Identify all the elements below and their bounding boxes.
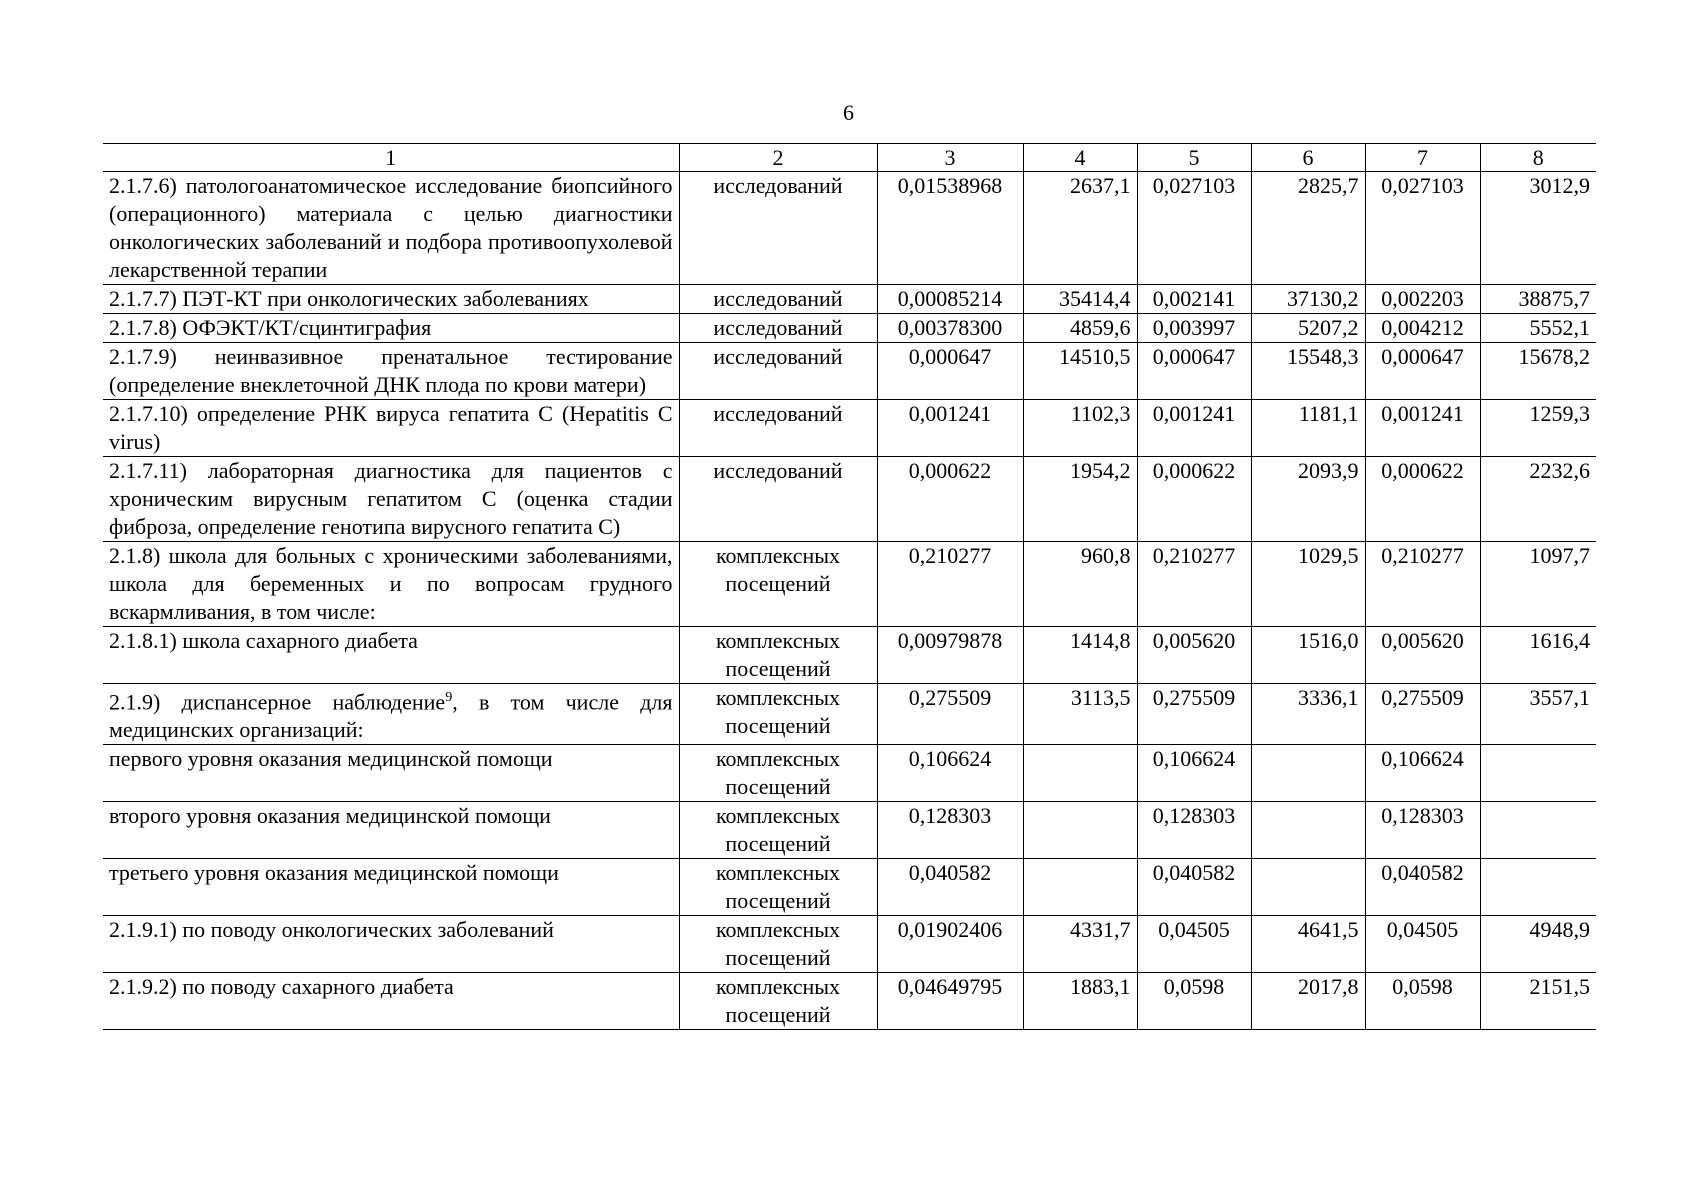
row-label bbox=[103, 684, 679, 745]
row-label: 2.1.7.8) ОФЭКТ/КТ/сцинтиграфия bbox=[103, 314, 679, 343]
column-header: 4 bbox=[1023, 144, 1137, 172]
value-cell-c6 bbox=[1251, 802, 1365, 859]
unit-cell: комплексных посещений bbox=[679, 859, 877, 916]
value-cell-c7: 0,210277 bbox=[1365, 542, 1480, 627]
page-number: 6 bbox=[843, 100, 854, 125]
value-cell-c3: 0,210277 bbox=[877, 542, 1023, 627]
value-cell-c5: 0,040582 bbox=[1137, 859, 1251, 916]
row-label: 2.1.9.2) по поводу сахарного диабета bbox=[103, 973, 679, 1030]
table-row bbox=[103, 457, 1596, 542]
table-row bbox=[103, 916, 1596, 973]
value-cell-c3: 0,001241 bbox=[877, 400, 1023, 457]
value-cell-c7: 0,275509 bbox=[1365, 684, 1480, 745]
value-cell-c4: 4859,6 bbox=[1023, 314, 1137, 343]
row-label: 2.1.7.10) определение РНК вируса гепатита С (Hepatitis C virus) bbox=[103, 400, 679, 457]
value-cell-c4: 4331,7 bbox=[1023, 916, 1137, 973]
column-header: 5 bbox=[1137, 144, 1251, 172]
value-cell-c5: 0,000622 bbox=[1137, 457, 1251, 542]
table-row bbox=[103, 542, 1596, 627]
value-cell-c6: 37130,2 bbox=[1251, 285, 1365, 314]
value-cell-c5: 0,210277 bbox=[1137, 542, 1251, 627]
column-header: 7 bbox=[1365, 144, 1480, 172]
unit-cell: исследований bbox=[679, 400, 877, 457]
unit-cell: исследований bbox=[679, 457, 877, 542]
value-cell-c4 bbox=[1023, 745, 1137, 802]
value-cell-c7: 0,004212 bbox=[1365, 314, 1480, 343]
unit-cell: исследований bbox=[679, 172, 877, 285]
unit-cell: комплексных посещений bbox=[679, 627, 877, 684]
unit-cell: исследований bbox=[679, 343, 877, 400]
value-cell-c4: 960,8 bbox=[1023, 542, 1137, 627]
column-header: 6 bbox=[1251, 144, 1365, 172]
value-cell-c5: 0,128303 bbox=[1137, 802, 1251, 859]
value-cell-c7: 0,106624 bbox=[1365, 745, 1480, 802]
value-cell-c8: 3012,9 bbox=[1480, 172, 1596, 285]
value-cell-c4: 3113,5 bbox=[1023, 684, 1137, 745]
table-row bbox=[103, 859, 1596, 916]
value-cell-c7: 0,0598 bbox=[1365, 973, 1480, 1030]
value-cell-c3: 0,000647 bbox=[877, 343, 1023, 400]
value-cell-c6: 1029,5 bbox=[1251, 542, 1365, 627]
value-cell-c5: 0,027103 bbox=[1137, 172, 1251, 285]
value-cell-c7: 0,128303 bbox=[1365, 802, 1480, 859]
unit-cell: комплексных посещений bbox=[679, 973, 877, 1030]
value-cell-c8: 2232,6 bbox=[1480, 457, 1596, 542]
value-cell-c6 bbox=[1251, 859, 1365, 916]
value-cell-c8: 2151,5 bbox=[1480, 973, 1596, 1030]
row-label-text: 2.1.9) диспансерное наблюдение bbox=[109, 689, 446, 715]
table-row bbox=[103, 400, 1596, 457]
value-cell-c6: 2825,7 bbox=[1251, 172, 1365, 285]
footnote-ref: 9 bbox=[445, 690, 453, 705]
value-cell-c3: 0,000622 bbox=[877, 457, 1023, 542]
value-cell-c4: 2637,1 bbox=[1023, 172, 1137, 285]
value-cell-c4 bbox=[1023, 859, 1137, 916]
value-cell-c7: 0,005620 bbox=[1365, 627, 1480, 684]
value-cell-c3: 0,00085214 bbox=[877, 285, 1023, 314]
table-row bbox=[103, 973, 1596, 1030]
row-label: 2.1.8.1) школа сахарного диабета bbox=[103, 627, 679, 684]
value-cell-c4 bbox=[1023, 802, 1137, 859]
value-cell-c5: 0,005620 bbox=[1137, 627, 1251, 684]
table-row bbox=[103, 314, 1596, 343]
value-cell-c5: 0,002141 bbox=[1137, 285, 1251, 314]
unit-cell: исследований bbox=[679, 285, 877, 314]
value-cell-c7: 0,000622 bbox=[1365, 457, 1480, 542]
value-cell-c7: 0,000647 bbox=[1365, 343, 1480, 400]
row-label: первого уровня оказания медицинской помощи bbox=[103, 745, 679, 802]
value-cell-c5: 0,275509 bbox=[1137, 684, 1251, 745]
value-cell-c3: 0,275509 bbox=[877, 684, 1023, 745]
value-cell-c8: 1259,3 bbox=[1480, 400, 1596, 457]
value-cell-c7: 0,001241 bbox=[1365, 400, 1480, 457]
column-header: 1 bbox=[103, 144, 679, 172]
value-cell-c8: 5552,1 bbox=[1480, 314, 1596, 343]
value-cell-c6: 2017,8 bbox=[1251, 973, 1365, 1030]
column-header: 8 bbox=[1480, 144, 1596, 172]
value-cell-c5: 0,003997 bbox=[1137, 314, 1251, 343]
value-cell-c7: 0,040582 bbox=[1365, 859, 1480, 916]
value-cell-c6: 2093,9 bbox=[1251, 457, 1365, 542]
value-cell-c6: 3336,1 bbox=[1251, 684, 1365, 745]
value-cell-c3: 0,01902406 bbox=[877, 916, 1023, 973]
value-cell-c8 bbox=[1480, 745, 1596, 802]
value-cell-c8: 1616,4 bbox=[1480, 627, 1596, 684]
unit-cell: комплексных посещений bbox=[679, 745, 877, 802]
row-label-tail: , в том числе для медицинских организаций: bbox=[109, 689, 673, 743]
unit-cell: комплексных посещений bbox=[679, 542, 877, 627]
table-row bbox=[103, 343, 1596, 400]
table-row bbox=[103, 627, 1596, 684]
value-cell-c4: 14510,5 bbox=[1023, 343, 1137, 400]
value-cell-c6: 1181,1 bbox=[1251, 400, 1365, 457]
value-cell-c5: 0,001241 bbox=[1137, 400, 1251, 457]
value-cell-c5: 0,106624 bbox=[1137, 745, 1251, 802]
value-cell-c4: 35414,4 bbox=[1023, 285, 1137, 314]
value-cell-c7: 0,04505 bbox=[1365, 916, 1480, 973]
unit-cell: комплексных посещений bbox=[679, 684, 877, 745]
table-body bbox=[103, 172, 1596, 1030]
unit-cell: комплексных посещений bbox=[679, 916, 877, 973]
row-label: 2.1.8) школа для больных с хроническими заболеваниями, школа для беременных и по вопросам грудного вскармливания, в том числе: bbox=[103, 542, 679, 627]
row-label: 2.1.7.7) ПЭТ-КТ при онкологических заболеваниях bbox=[103, 285, 679, 314]
data-table bbox=[103, 143, 1596, 1030]
column-header: 2 bbox=[679, 144, 877, 172]
value-cell-c3: 0,04649795 bbox=[877, 973, 1023, 1030]
value-cell-c8: 4948,9 bbox=[1480, 916, 1596, 973]
value-cell-c4: 1414,8 bbox=[1023, 627, 1137, 684]
value-cell-c8: 38875,7 bbox=[1480, 285, 1596, 314]
value-cell-c3: 0,01538968 bbox=[877, 172, 1023, 285]
table-row bbox=[103, 285, 1596, 314]
value-cell-c8: 1097,7 bbox=[1480, 542, 1596, 627]
table-row bbox=[103, 745, 1596, 802]
value-cell-c7: 0,002203 bbox=[1365, 285, 1480, 314]
value-cell-c6 bbox=[1251, 745, 1365, 802]
value-cell-c8 bbox=[1480, 859, 1596, 916]
unit-cell: комплексных посещений bbox=[679, 802, 877, 859]
value-cell-c3: 0,00979878 bbox=[877, 627, 1023, 684]
column-header: 3 bbox=[877, 144, 1023, 172]
value-cell-c5: 0,000647 bbox=[1137, 343, 1251, 400]
value-cell-c3: 0,106624 bbox=[877, 745, 1023, 802]
value-cell-c8: 15678,2 bbox=[1480, 343, 1596, 400]
value-cell-c4: 1102,3 bbox=[1023, 400, 1137, 457]
row-label: второго уровня оказания медицинской помощи bbox=[103, 802, 679, 859]
row-label: 2.1.7.9) неинвазивное пренатальное тестирование (определение внеклеточной ДНК плода по крови матери) bbox=[103, 343, 679, 400]
row-label: 2.1.7.6) патологоанатомическое исследование биопсийного (операционного) материала с целью диагностики онкологических заболеваний и подбора противоопухолевой лекарственной терапии bbox=[103, 172, 679, 285]
value-cell-c3: 0,128303 bbox=[877, 802, 1023, 859]
row-label: 2.1.9.1) по поводу онкологических заболеваний bbox=[103, 916, 679, 973]
value-cell-c3: 0,040582 bbox=[877, 859, 1023, 916]
table-row bbox=[103, 802, 1596, 859]
value-cell-c7: 0,027103 bbox=[1365, 172, 1480, 285]
value-cell-c8 bbox=[1480, 802, 1596, 859]
value-cell-c3: 0,00378300 bbox=[877, 314, 1023, 343]
row-label: 2.1.7.11) лабораторная диагностика для пациентов с хроническим вирусным гепатитом С (оценка стадии фиброза, определение генотипа вирусного гепатита С) bbox=[103, 457, 679, 542]
row-label: третьего уровня оказания медицинской помощи bbox=[103, 859, 679, 916]
table-row bbox=[103, 172, 1596, 285]
value-cell-c6: 5207,2 bbox=[1251, 314, 1365, 343]
value-cell-c4: 1883,1 bbox=[1023, 973, 1137, 1030]
column-number-row bbox=[103, 144, 1596, 172]
table-row bbox=[103, 684, 1596, 745]
unit-cell: исследований bbox=[679, 314, 877, 343]
value-cell-c4: 1954,2 bbox=[1023, 457, 1137, 542]
value-cell-c5: 0,04505 bbox=[1137, 916, 1251, 973]
value-cell-c6: 4641,5 bbox=[1251, 916, 1365, 973]
value-cell-c5: 0,0598 bbox=[1137, 973, 1251, 1030]
value-cell-c6: 15548,3 bbox=[1251, 343, 1365, 400]
value-cell-c8: 3557,1 bbox=[1480, 684, 1596, 745]
value-cell-c6: 1516,0 bbox=[1251, 627, 1365, 684]
